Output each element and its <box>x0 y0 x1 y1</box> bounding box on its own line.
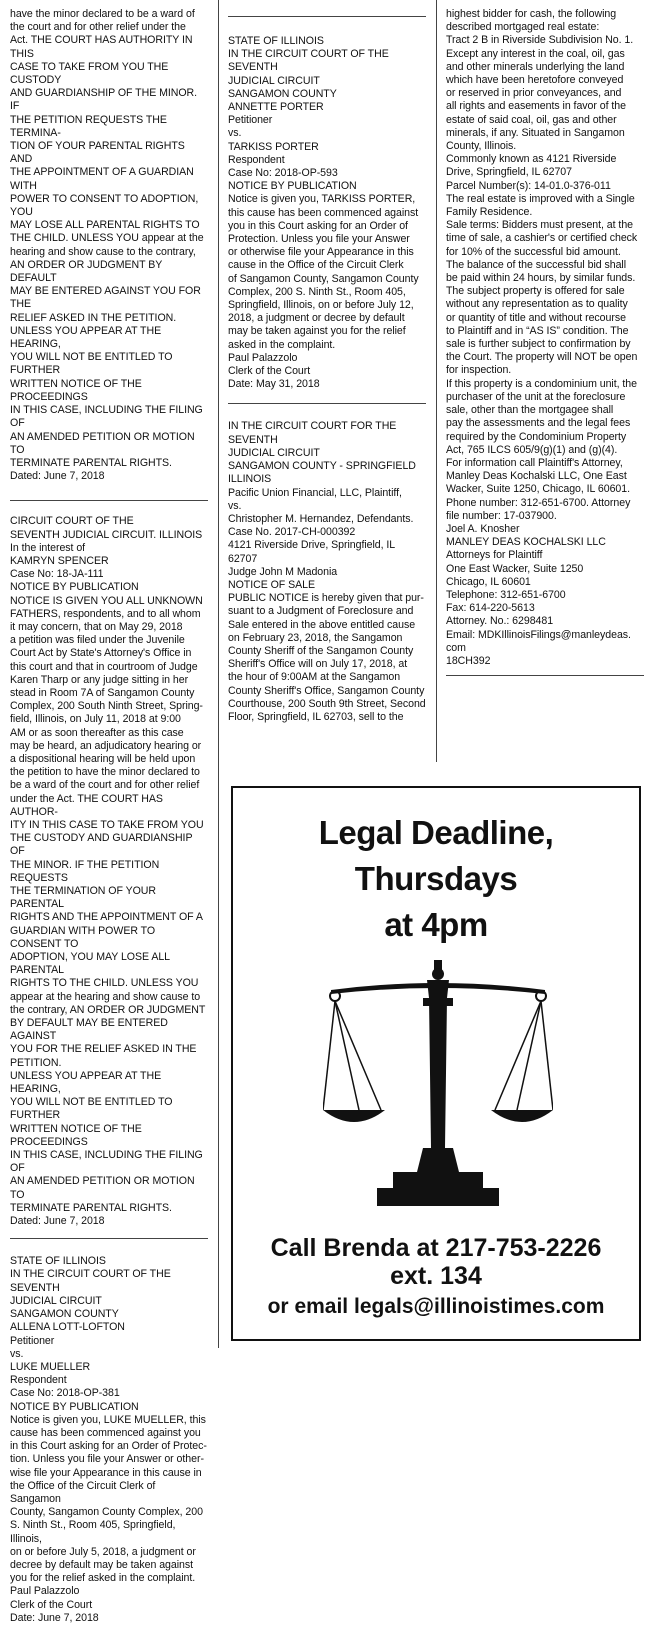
notice-line: PETITION. <box>10 1056 62 1069</box>
notice-line: it may concern, that on May 29, 2018 <box>10 620 183 633</box>
legal-column-2 <box>228 16 426 724</box>
notice-line: TION OF YOUR PARENTAL RIGHTS AND <box>10 140 185 166</box>
notice-line: NOTICE IS GIVEN YOU ALL UNKNOWN <box>10 594 203 607</box>
notice-line: described mortgaged real estate: <box>446 21 600 34</box>
notice-line: ANNETTE PORTER <box>228 101 324 114</box>
notice-line: which have been heretofore conveyed <box>446 74 624 87</box>
notice-line: required by the Condominium Property <box>446 430 627 443</box>
column-divider-left <box>218 0 219 1348</box>
notice-line: THE MINOR. IF THE PETITION REQUESTS <box>10 858 160 884</box>
notice-line: The subject property is offered for sale <box>446 285 625 298</box>
notice-line: 18CH392 <box>446 654 491 667</box>
notice-line: AN AMENDED PETITION OR MOTION TO <box>10 1175 195 1201</box>
notice-line: Petitioner <box>228 114 273 127</box>
notice-line: WRITTEN NOTICE OF THE PROCEEDINGS <box>10 1122 142 1148</box>
notice-line: of Sangamon County, Sangamon County <box>228 272 419 285</box>
notice-line: purchaser of the unit at the foreclosure <box>446 390 626 403</box>
notice-line: Clerk of the Court <box>10 1598 93 1611</box>
notice-line: SEVENTH JUDICIAL CIRCUIT. ILLINOIS <box>10 528 203 541</box>
notice-line: vs. <box>228 499 242 512</box>
notice-line: pay the assessments and the legal fees <box>446 417 631 430</box>
notice-line: RIGHTS TO THE CHILD. UNLESS YOU <box>10 977 199 990</box>
notice-line: Pacific Union Financial, LLC, Plaintiff, <box>228 486 402 499</box>
notice-line: YOU WILL NOT BE ENTITLED TO FURTHER <box>10 351 173 377</box>
notice-line: YOU WILL NOT BE ENTITLED TO FURTHER <box>10 1096 173 1122</box>
notice-line: IN THE CIRCUIT COURT OF THE SEVENTH <box>10 1268 171 1294</box>
notice-line: may be heard, an adjudicatory hearing or <box>10 739 202 752</box>
notice-line: without any representation as to quality <box>446 298 628 311</box>
notice-line: RELIEF ASKED IN THE PETITION. <box>10 311 177 324</box>
notice-line: UNLESS YOU APPEAR AT THE HEARING, <box>10 324 162 351</box>
notice-divider <box>228 16 426 17</box>
notice-line: CIRCUIT COURT OF THE <box>10 515 134 528</box>
notice-line: vs. <box>228 127 242 140</box>
notice-line: KAMRYN SPENCER <box>10 554 109 567</box>
ad-contact <box>233 1234 639 1324</box>
notice-line: for 10% of the successful bid amount. <box>446 245 621 258</box>
notice-line: County Sheriff's Office, Sangamon County <box>228 684 425 697</box>
notice-line: this cause has been commenced against <box>228 206 419 219</box>
notice-line: Christopher M. Hernandez, Defendants. <box>228 512 414 525</box>
notice-line: you for the relief asked in the complaint. <box>10 1572 196 1585</box>
notice-line: FATHERS, respondents, and to all whom <box>10 607 201 620</box>
notice-line: THE TERMINATION OF YOUR PARENTAL <box>10 885 156 911</box>
notice-line: ADOPTION, YOU MAY LOSE ALL PARENTAL <box>10 951 170 977</box>
notice-line: 62707 <box>228 552 258 565</box>
ad-headline-line: at 4pm <box>384 906 488 943</box>
notice-line: Case No. 2017-CH-000392 <box>228 526 356 539</box>
notice-line: AN AMENDED PETITION OR MOTION TO <box>10 430 195 456</box>
ad-phone-line: Call Brenda at 217-753-2226 <box>270 1234 602 1262</box>
notice-line: YOU FOR THE RELIEF ASKED IN THE <box>10 1043 197 1056</box>
notice-line: IN THIS CASE, INCLUDING THE FILING OF <box>10 404 203 430</box>
notice-line: sale, other than the mortgagee shall <box>446 404 614 417</box>
notice-line: The real estate is improved with a Single <box>446 192 635 205</box>
notice-line: Date: June 7, 2018 <box>10 1611 99 1624</box>
notice-line: Chicago, IL 60601 <box>446 575 531 588</box>
ad-headline-line: Legal Deadline, <box>318 814 554 851</box>
notice-line: SANGAMON COUNTY - SPRINGFIELD <box>228 460 416 473</box>
notice-line: com <box>446 641 466 654</box>
notice-line: may be taken against you for the relief <box>228 325 406 338</box>
notice-line: wise file your Appearance in this cause in <box>10 1466 202 1479</box>
kamryn-spencer-notice <box>10 515 208 1228</box>
notice-line: Courthouse, 200 South 9th Street, Second <box>228 697 426 710</box>
notice-line: SANGAMON COUNTY <box>228 87 337 100</box>
notice-line: Karen Tharp or any judge sitting in her <box>10 673 189 686</box>
notice-line: Protection. Unless you file your Answer <box>228 233 410 246</box>
notice-line: on or before July 5, 2018, a judgment or <box>10 1545 196 1558</box>
notice-line: Fax: 614-220-5613 <box>446 602 535 615</box>
notice-line: Complex, 200 S. Ninth St., Room 405, <box>228 285 406 298</box>
notice-line: time of sale, a cashier's or certified check <box>446 232 638 245</box>
notice-divider <box>446 675 644 676</box>
notice-line: the petition to have the minor declared to <box>10 766 200 779</box>
legal-deadline-ad <box>231 786 641 1341</box>
notice-line: Court Act by State's Attorney's Office in <box>10 647 192 660</box>
notice-line: Date: May 31, 2018 <box>228 378 320 391</box>
notice-line: Sale entered in the above entitled cause <box>228 618 416 631</box>
notice-line: POWER TO CONSENT TO ADOPTION, YOU <box>10 192 199 219</box>
notice-line: Sheriff's Office will on July 17, 2018, at <box>228 658 408 671</box>
notice-line: estate of said coal, oil, gas and other <box>446 113 617 126</box>
tarkiss-porter-notice <box>228 35 426 391</box>
notice-line: One East Wacker, Suite 1250 <box>446 562 584 575</box>
ad-headline-line: Thursdays <box>354 860 518 897</box>
notice-line: have the minor declared to be a ward of <box>10 8 195 20</box>
notice-line: Sale terms: Bidders must present, at the <box>446 219 634 232</box>
notice-line: TERMINATE PARENTAL RIGHTS. <box>10 456 172 469</box>
notice-line: Dated: June 7, 2018 <box>10 1215 105 1228</box>
notice-line: ALLENA LOTT-LOFTON <box>10 1321 125 1334</box>
notice-line: field, Illinois, on July 11, 2018 at 9:00 <box>10 713 181 726</box>
notice-line: cause has been commenced against you <box>10 1426 201 1439</box>
notice-line: Springfield, Illinois, on or before July 12, <box>228 299 414 312</box>
notice-line: or quantity of title and without recourse <box>446 311 626 324</box>
notice-line: Joel A. Knosher <box>446 522 520 535</box>
notice-line: under the Act. THE COURT HAS AUTHOR- <box>10 792 163 818</box>
notice-line: Floor, Springfield, IL 62703, sell to the <box>228 710 404 723</box>
notice-line: cause in the Office of the Circuit Clerk <box>228 259 404 272</box>
notice-line: JUDICIAL CIRCUIT <box>10 1294 102 1307</box>
notice-line: Clerk of the Court <box>228 365 311 378</box>
notice-line: For information call Plaintiff's Attorney, <box>446 456 623 469</box>
notice-line: a dispositional hearing will be held upon <box>10 752 196 765</box>
notice-line: Attorneys for Plaintiff <box>446 549 543 562</box>
notice-line: AM or as soon thereafter as this case <box>10 726 184 739</box>
notice-line: County, Sangamon County Complex, 200 <box>10 1506 203 1519</box>
ad-headline <box>233 810 639 948</box>
notice-line: Paul Palazzolo <box>228 351 298 364</box>
notice-line: Complex, 200 South Ninth Street, Spring- <box>10 700 203 713</box>
notice-line: suant to a Judgment of Foreclosure and <box>228 605 414 618</box>
notice-line: Commonly known as 4121 Riverside <box>446 153 617 166</box>
notice-line: for inspection. <box>446 364 512 377</box>
notice-line: THE CHILD. UNLESS YOU appear at the <box>10 232 204 245</box>
notice-line: MANLEY DEAS KOCHALSKI LLC <box>446 536 606 549</box>
notice-line: BY DEFAULT MAY BE ENTERED AGAINST <box>10 1017 168 1043</box>
scales-of-justice-icon <box>323 958 553 1218</box>
notice-line: IN THE CIRCUIT COURT OF THE SEVENTH <box>228 48 389 74</box>
notice-line: Judge John M Madonia <box>228 565 338 578</box>
ad-email-line: or email legals@illinoistimes.com <box>267 1295 605 1318</box>
notice-line: County, Illinois. <box>446 140 517 153</box>
notice-line: 4121 Riverside Drive, Springfield, IL <box>228 539 396 552</box>
notice-line: be paid within 24 hours, by similar funds. <box>446 272 636 285</box>
notice-line: Petitioner <box>10 1334 55 1347</box>
notice-line: Respondent <box>10 1374 67 1387</box>
notice-line: JUDICIAL CIRCUIT <box>228 74 320 87</box>
luke-mueller-notice <box>10 1255 208 1625</box>
notice-line: Tract 2 B in Riverside Subdivision No. 1. <box>446 34 634 47</box>
notice-line: to Plaintiff and in “AS IS” condition. The <box>446 324 629 337</box>
notice-line: UNLESS YOU APPEAR AT THE HEARING, <box>10 1069 162 1096</box>
notice-line: STATE OF ILLINOIS <box>10 1255 106 1268</box>
notice-line: Paul Palazzolo <box>10 1585 80 1598</box>
notice-line: the hour of 9:00AM at the Sangamon <box>228 671 401 684</box>
notice-line: on February 23, 2018, the Sangamon <box>228 631 403 644</box>
notice-line: TARKISS PORTER <box>228 140 319 153</box>
notice-line: the Court. The property will NOT be open <box>446 351 638 364</box>
notice-line: THE CUSTODY AND GUARDIANSHIP OF <box>10 832 193 858</box>
notice-line: STATE OF ILLINOIS <box>228 35 324 47</box>
notice-line: the Office of the Circuit Clerk of Sangamon <box>10 1479 156 1505</box>
notice-line: JUDICIAL CIRCUIT <box>228 446 320 459</box>
notice-line: IN THE CIRCUIT COURT FOR THE SEVENTH <box>228 420 397 446</box>
notice-line: highest bidder for cash, the following <box>446 8 617 20</box>
notice-divider <box>228 403 426 404</box>
notice-line: 2018, a judgment or decree by default <box>228 312 405 325</box>
notice-line: Telephone: 312-651-6700 <box>446 588 566 601</box>
notice-line: TERMINATE PARENTAL RIGHTS. <box>10 1201 172 1214</box>
notice-line: ITY IN THIS CASE TO TAKE FROM YOU <box>10 818 204 831</box>
notice-line: the court and for other relief under the <box>10 21 186 34</box>
notice-line: County Sheriff of the Sangamon County <box>228 644 414 657</box>
notice-line: S. Ninth St., Room 405, Springfield, Illinois, <box>10 1519 176 1545</box>
notice-line: Notice is given you, LUKE MUELLER, this <box>10 1413 206 1426</box>
notice-line: THE APPOINTMENT OF A GUARDIAN WITH <box>10 166 194 192</box>
notice-line: IN THIS CASE, INCLUDING THE FILING OF <box>10 1149 203 1175</box>
notice-line: THE PETITION REQUESTS THE TERMINA- <box>10 113 167 139</box>
notice-line: hearing and show cause to the contrary, <box>10 245 196 258</box>
notice-line: Wacker, Suite 1250, Chicago, IL 60601. <box>446 483 630 496</box>
notice-line: Except any interest in the coal, oil, gas <box>446 47 625 60</box>
notice-line: Case No: 2018-OP-593 <box>228 167 338 180</box>
notice-line: If this property is a condominium unit, the <box>446 377 637 390</box>
notice-line: sale is further subject to confirmation by <box>446 338 631 351</box>
notice-line: LUKE MUELLER <box>10 1360 91 1373</box>
foreclosure-sale-notice-continued <box>446 8 644 668</box>
notice-line: stead in Room 7A of Sangamon County <box>10 686 195 699</box>
notice-line: minerals, if any. Situated in Sangamon <box>446 126 625 139</box>
notice-line: tion. Unless you file your Answer or other- <box>10 1453 204 1466</box>
notice-line: NOTICE BY PUBLICATION <box>10 1400 139 1413</box>
notice-line: or otherwise file your Appearance in this <box>228 246 414 259</box>
notice-line: Family Residence. <box>446 206 533 219</box>
foreclosure-sale-notice <box>228 420 426 724</box>
notice-line: Act, 765 ILCS 605/9(g)(1) and (g)(4). <box>446 443 618 456</box>
notice-line: and other minerals underlying the land <box>446 60 625 73</box>
notice-line: you in this Court asking for an Order of <box>228 219 408 232</box>
notice-line: ILLINOIS <box>228 473 272 486</box>
notice-line: NOTICE OF SALE <box>228 578 316 591</box>
notice-line: SANGAMON COUNTY <box>10 1308 119 1321</box>
notice-line: Respondent <box>228 153 285 166</box>
notice-line: WRITTEN NOTICE OF THE PROCEEDINGS <box>10 377 142 403</box>
notice-line: Dated: June 7, 2018 <box>10 470 105 483</box>
notice-line: NOTICE BY PUBLICATION <box>228 180 357 193</box>
legal-column-3 <box>446 8 644 676</box>
notice-line: or reserved in prior conveyances, and <box>446 87 622 100</box>
notice-line: GUARDIAN WITH POWER TO CONSENT TO <box>10 924 156 950</box>
notice-line: NOTICE BY PUBLICATION <box>10 581 139 594</box>
notice-line: Parcel Number(s): 14-01.0-376-011 <box>446 179 611 192</box>
notice-line: decree by default may be taken against <box>10 1558 194 1571</box>
notice-line: Case No: 18-JA-111 <box>10 568 104 581</box>
notice-line: MAY BE ENTERED AGAINST YOU FOR THE <box>10 285 201 311</box>
notice-line: appear at the hearing and show cause to <box>10 990 201 1003</box>
notice-line: vs. <box>10 1347 24 1360</box>
notice-line: The balance of the successful bid shall <box>446 258 627 271</box>
notice-line: Drive, Springfield, IL 62707 <box>446 166 572 179</box>
notice-divider <box>10 500 208 501</box>
notice-line: Act. THE COURT HAS AUTHORITY IN THIS <box>10 34 193 60</box>
notice-line: this court and that in courtroom of Judge <box>10 660 198 673</box>
ad-extension-line: ext. 134 <box>390 1262 482 1290</box>
notice-line: In the interest of <box>10 541 86 554</box>
notice-line: AND GUARDIANSHIP OF THE MINOR. IF <box>10 87 198 113</box>
column-divider-right <box>436 0 437 762</box>
juvenile-notice-continuation <box>10 8 208 483</box>
notice-line: Phone number: 312-651-6700. Attorney <box>446 496 631 509</box>
notice-line: asked in the complaint. <box>228 338 336 351</box>
notice-line: in this Court asking for an Order of Protec- <box>10 1440 207 1453</box>
legal-column-1 <box>10 8 208 1625</box>
notice-line: Manley Deas Kochalski LLC, One East <box>446 470 627 483</box>
notice-line: the contrary, AN ORDER OR JUDGMENT <box>10 1003 206 1016</box>
notice-line: Notice is given you, TARKISS PORTER, <box>228 193 416 206</box>
notice-line: RIGHTS AND THE APPOINTMENT OF A <box>10 911 203 924</box>
notice-line: MAY LOSE ALL PARENTAL RIGHTS TO <box>10 219 200 232</box>
notice-line: be a ward of the court and for other relief <box>10 779 200 792</box>
notice-line: file number: 17-037900. <box>446 509 557 522</box>
notice-line: AN ORDER OR JUDGMENT BY DEFAULT <box>10 258 163 285</box>
notice-line: a petition was filed under the Juvenile <box>10 634 185 647</box>
notice-line: PUBLIC NOTICE is hereby given that pur- <box>228 592 424 605</box>
notice-line: CASE TO TAKE FROM YOU THE CUSTODY <box>10 60 169 87</box>
notice-line: Case No: 2018-OP-381 <box>10 1387 120 1400</box>
notice-divider <box>10 1238 208 1239</box>
notice-line: Email: MDKIllinoisFilings@manleydeas. <box>446 628 631 641</box>
notice-line: all rights and easements in favor of the <box>446 100 626 113</box>
notice-line: Attorney. No.: 6298481 <box>446 615 554 628</box>
